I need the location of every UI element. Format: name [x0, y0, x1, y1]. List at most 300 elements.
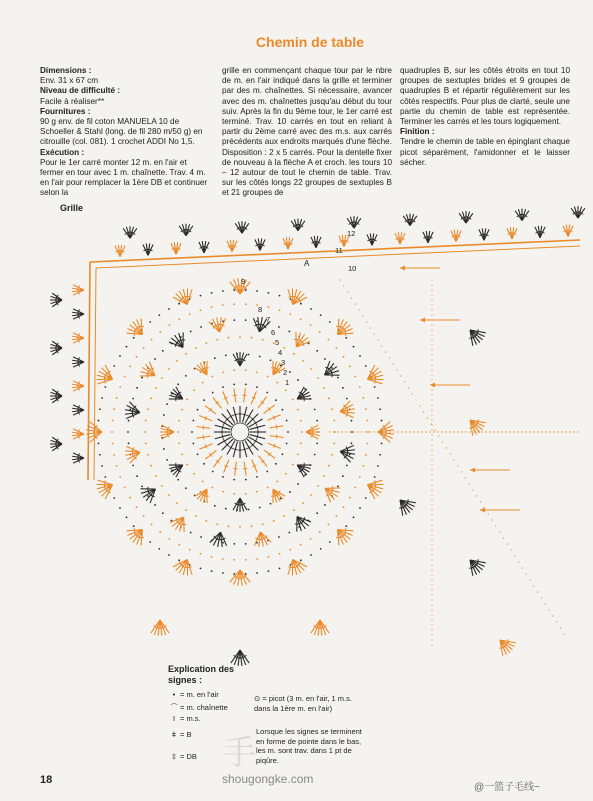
stitch-bar — [104, 480, 105, 484]
chain-dot — [216, 339, 218, 341]
round-label-2: 2 — [283, 368, 288, 377]
chain-dot — [190, 532, 192, 534]
chain-dot — [222, 491, 224, 493]
chain-dot — [316, 350, 318, 352]
chain-dot — [369, 431, 370, 432]
chain-dot — [214, 505, 216, 507]
stitch-bar — [222, 425, 223, 429]
chain-dot — [297, 379, 299, 381]
chain-dot — [297, 453, 299, 455]
arrow-head-icon — [470, 468, 475, 473]
border-left — [88, 262, 90, 480]
watermark-site: shougongke.com — [222, 772, 314, 786]
chain-dot — [526, 573, 527, 574]
stitch-bar — [242, 395, 246, 396]
chain-dot — [419, 405, 420, 406]
chain-dot — [178, 559, 180, 561]
chain-dot — [317, 485, 319, 487]
chain-dot — [266, 392, 268, 394]
chain-dot — [197, 409, 199, 411]
chain-dot — [200, 536, 202, 538]
chain-dot — [111, 431, 113, 433]
chain-dot — [431, 429, 432, 430]
chain-dot — [197, 453, 199, 455]
chain-dot — [431, 339, 432, 340]
chain-dot — [300, 420, 302, 422]
chain-dot — [381, 443, 383, 445]
chain-dot — [178, 318, 180, 320]
chain-dot — [202, 481, 204, 483]
chain-dot — [333, 431, 334, 432]
execution-value: Pour le 1er carré monter 12 m. en l'air et fermer en tour avec 1 m. chaînette. Trav. 4 m. en l'air pour remplacer la 1ère DB et continuer selon la — [40, 157, 208, 198]
chain-dot — [245, 303, 247, 305]
chain-dot — [177, 431, 179, 433]
chain-dot — [373, 431, 374, 432]
chain-dot — [124, 487, 126, 489]
chain-dot — [314, 454, 316, 456]
chain-dot — [245, 383, 247, 385]
chain-dot — [222, 542, 224, 544]
chain-dot — [161, 377, 163, 379]
chain-dot — [268, 292, 270, 294]
chain-dot — [136, 506, 138, 508]
chain-dot — [401, 431, 402, 432]
legend-text-db: = DB — [180, 752, 197, 761]
chain-dot — [497, 431, 498, 432]
chain-dot — [525, 431, 526, 432]
chain-dot — [99, 408, 101, 410]
chain-dot — [431, 554, 432, 555]
chain-dot — [239, 336, 241, 338]
chain-dot — [431, 609, 432, 610]
centre-ring — [231, 423, 249, 441]
round-label-3: 3 — [281, 358, 286, 367]
chain-dot — [278, 326, 280, 328]
chain-dot — [433, 431, 434, 432]
chain-dot — [193, 473, 195, 475]
chain-dot — [337, 485, 339, 487]
chain-dot — [367, 420, 369, 422]
round-label-7: 7 — [266, 315, 271, 324]
dimensions-heading: Dimensions : — [40, 66, 92, 75]
chain-dot — [297, 483, 299, 485]
chain-dot — [270, 359, 272, 361]
chain-dot — [431, 394, 432, 395]
legend-text-picot: = picot (3 m. en l'air, 1 m.s. dans la 1ère m. en l'air) — [254, 694, 352, 713]
chain-dot — [228, 337, 230, 339]
chain-dot — [192, 443, 194, 445]
chain-dot — [431, 444, 432, 445]
chain-dot — [119, 386, 121, 388]
chain-dot — [233, 289, 235, 291]
chain-dot — [158, 548, 160, 550]
chain-dot — [393, 431, 394, 432]
round-label-12: 12 — [347, 229, 356, 238]
chain-dot — [136, 387, 138, 389]
chain-dot — [256, 572, 258, 574]
chain-dot — [434, 429, 435, 430]
chain-dot — [116, 397, 118, 399]
chain-dot — [431, 569, 432, 570]
chain-dot — [275, 399, 277, 401]
chain-dot — [431, 634, 432, 635]
chain-dot — [151, 524, 153, 526]
chain-dot — [317, 377, 319, 379]
chain-dot — [292, 398, 294, 400]
chain-dot — [545, 431, 546, 432]
chain-dot — [256, 320, 258, 322]
chain-dot — [365, 497, 367, 499]
chain-dot — [564, 633, 565, 634]
chain-dot — [119, 355, 121, 357]
chain-dot — [288, 532, 290, 534]
chain-dot — [359, 355, 361, 357]
chain-dot — [505, 431, 506, 432]
double-treble-icon: ‡ — [171, 752, 177, 761]
chain-dot — [162, 350, 164, 352]
chain-dot — [145, 443, 147, 445]
chain-dot — [533, 431, 534, 432]
chain-dot — [99, 454, 101, 456]
stitch-bar — [276, 434, 277, 438]
chain-dot — [256, 386, 258, 388]
chain-dot — [319, 331, 321, 333]
chain-dot — [537, 591, 538, 592]
chain-dot — [300, 303, 302, 305]
page-title: Chemin de table — [255, 34, 365, 50]
chain-dot — [437, 431, 438, 432]
chain-dot — [144, 431, 146, 433]
chain-dot — [389, 357, 390, 358]
chain-dot — [431, 419, 432, 420]
chain-dot — [431, 629, 432, 630]
stitch-bar — [243, 414, 247, 415]
chain-dot — [366, 321, 367, 322]
chain-dot — [345, 431, 346, 432]
chain-dot — [431, 279, 432, 280]
chain-dot — [431, 514, 432, 515]
chain-dot — [381, 431, 382, 432]
chain-dot — [316, 442, 318, 444]
chain-dot — [560, 627, 561, 628]
chain-dot — [461, 431, 462, 432]
chain-dot — [282, 409, 284, 411]
chain-dot — [431, 489, 432, 490]
chain-dot — [276, 382, 278, 384]
chain-dot — [314, 409, 316, 411]
chain-dot — [150, 397, 152, 399]
chain-dot — [481, 431, 482, 432]
chain-dot — [119, 507, 121, 509]
chain-dot — [431, 404, 432, 405]
chain-dot — [150, 465, 152, 467]
chain-dot — [191, 431, 193, 433]
chain-dot — [245, 479, 247, 481]
chain-dot — [431, 334, 432, 335]
chain-dot — [147, 495, 149, 497]
legend-text-slip: = m. chaînette — [180, 703, 228, 712]
chain-dot — [423, 411, 424, 412]
chain-dot — [245, 543, 247, 545]
stitch-bar — [233, 395, 237, 396]
chain-dot — [203, 399, 205, 401]
chain-dot — [279, 309, 281, 311]
chain-dot — [370, 327, 371, 328]
chain-dot — [190, 331, 192, 333]
stitch-bar — [243, 449, 247, 450]
chain-dot — [431, 354, 432, 355]
chain-dot — [425, 431, 426, 432]
chain-dot — [431, 559, 432, 560]
chain-dot — [289, 371, 291, 373]
chain-dot — [362, 397, 364, 399]
chain-dot — [292, 464, 294, 466]
chain-dot — [450, 453, 451, 454]
chain-dot — [222, 572, 224, 574]
chain-dot — [222, 290, 224, 292]
stitch-bar — [233, 468, 237, 469]
chain-dot — [286, 420, 288, 422]
chain-dot — [431, 304, 432, 305]
chain-dot — [431, 389, 432, 390]
instructions-continued: quadruples B, sur les côtés étroits en tout 10 groupes de sextuples brides et 9 groupes de quadruples B et répartir régulièrement sur les côtés respectifs. Pour plus de clarté, seule une partie du chemin de table est représentée. Terminer les carrés et les tours logiquement. — [400, 66, 570, 127]
chain-dot — [431, 309, 432, 310]
chain-dot — [233, 369, 235, 371]
chain-dot — [147, 408, 149, 410]
chain-dot — [316, 512, 318, 514]
chain-dot — [256, 558, 258, 560]
chain-dot — [177, 479, 179, 481]
chain-dot — [133, 525, 135, 527]
chain-dot — [203, 463, 205, 465]
chain-dot — [342, 475, 344, 477]
round-label-6: 6 — [271, 328, 276, 337]
chain-dot — [431, 459, 432, 460]
chain-dot — [359, 476, 361, 478]
chain-dot — [233, 383, 235, 385]
chain-dot — [163, 414, 165, 416]
chain-dot — [514, 555, 515, 556]
chain-dot — [485, 431, 486, 432]
chain-dot — [129, 497, 131, 499]
chain-dot — [149, 321, 151, 323]
legend-item-slip — [168, 702, 228, 713]
chain-dot — [431, 599, 432, 600]
legend-item-db — [168, 752, 197, 761]
chain-dot — [256, 290, 258, 292]
chain-dot — [353, 516, 355, 518]
chain-dot — [275, 463, 277, 465]
chain-dot — [529, 579, 530, 580]
chain-dot — [351, 420, 353, 422]
chain-dot — [431, 639, 432, 640]
chain-dot — [136, 356, 138, 358]
chain-dot — [573, 431, 574, 432]
chain-dot — [365, 408, 367, 410]
chain-dot — [557, 431, 558, 432]
chain-dot — [457, 465, 458, 466]
chain-dot — [300, 544, 302, 546]
chain-dot — [431, 374, 432, 375]
chain-dot — [297, 409, 299, 411]
chain-dot — [365, 431, 366, 432]
chain-dot — [233, 493, 235, 495]
arrow-head-icon — [400, 266, 405, 271]
chain-dot — [549, 431, 550, 432]
chain-dot — [431, 329, 432, 330]
chain-dot — [176, 502, 178, 504]
chain-dot — [431, 299, 432, 300]
round-label-4: 4 — [278, 348, 283, 357]
chain-dot — [178, 442, 180, 444]
chain-dot — [337, 431, 338, 432]
chain-dot — [331, 408, 333, 410]
chain-dot — [353, 346, 355, 348]
chain-dot — [128, 442, 130, 444]
chain-dot — [256, 371, 258, 373]
chain-dot — [556, 621, 557, 622]
chain-dot — [245, 319, 247, 321]
round-label-8: 8 — [258, 305, 263, 314]
chain-dot — [385, 431, 386, 432]
chain-dot — [457, 431, 458, 432]
chain-dot — [133, 337, 135, 339]
chain-dot — [431, 399, 432, 400]
stitch-bar — [399, 507, 403, 508]
legend-item-b — [168, 730, 191, 739]
slip-stitch-icon: ⌒ — [170, 703, 178, 712]
chain-dot — [381, 345, 382, 346]
chain-dot — [211, 292, 213, 294]
chain-dot — [282, 453, 284, 455]
chain-dot — [129, 365, 131, 367]
chain-dot — [195, 515, 197, 517]
chain-dot — [431, 434, 432, 435]
instructions-text: grille en commençant chaque tour par le nbre de m. en l'air indiqué dans la grille et terminer par des m. chaînettes. Si nécessaire, avancer avec des m. chaînettes jusqu'au début du tour suiv. Après la fin du 9ème tour, le 1er carré est terminé. Trav. 10 carrés en tout en reliant à partir du 2ème carré avec des m.s. aux carrés précédents aux endroits marqués d'une flèche. Disposition : 2 x 5 carrés. Pour la dentelle fixer de nouveau à la flèche A et croch. les tours 10 – 12 autour de tout le chemin de table. Trav. sur les côtés longs 22 groupes de sextuples B et 21 groupes de — [222, 66, 392, 198]
chain-dot — [465, 477, 466, 478]
chain-dot — [251, 337, 253, 339]
chain-dot — [329, 431, 330, 432]
chain-dot — [431, 284, 432, 285]
chain-dot — [176, 360, 178, 362]
chain-dot — [162, 512, 164, 514]
chain-dot — [185, 509, 187, 511]
stitch-bar — [276, 425, 277, 429]
chain-dot — [361, 431, 362, 432]
chain-dot — [499, 531, 500, 532]
chain-dot — [510, 549, 511, 550]
chain-dot — [262, 523, 264, 525]
chain-dot — [331, 367, 333, 369]
round-label-5: 5 — [275, 338, 280, 347]
chain-dot — [552, 615, 553, 616]
chain-dot — [225, 354, 227, 356]
chain-dot — [320, 314, 322, 316]
chain-dot — [256, 491, 258, 493]
legend-item-sc — [168, 714, 201, 723]
round-label-1: 1 — [285, 378, 290, 387]
chain-dot — [310, 368, 312, 370]
chain-dot — [168, 494, 170, 496]
chain-dot — [521, 431, 522, 432]
chain-dot — [310, 324, 312, 326]
chain-dot — [349, 365, 351, 367]
chain-dot — [328, 397, 330, 399]
finishing-heading: Finition : — [400, 127, 435, 137]
chain-dot — [126, 346, 128, 348]
chain-dot — [522, 567, 523, 568]
chain-dot — [119, 476, 121, 478]
chain-dot — [143, 347, 145, 349]
chain-dot — [222, 304, 224, 306]
chain-dot — [431, 589, 432, 590]
chain-dot — [431, 464, 432, 465]
chain-dot — [431, 324, 432, 325]
chain-dot — [342, 387, 344, 389]
stitch-bar — [233, 414, 237, 415]
stitch-bar — [233, 449, 237, 450]
chain-dot — [128, 420, 130, 422]
chain-dot — [310, 554, 312, 556]
chain-dot — [320, 548, 322, 550]
chain-dot — [256, 476, 258, 478]
chain-dot — [151, 339, 153, 341]
chain-dot — [349, 497, 351, 499]
chain-dot — [362, 465, 364, 467]
chain-dot — [212, 471, 214, 473]
chain-dot — [185, 353, 187, 355]
chain-dot — [304, 474, 306, 476]
chain-dot — [431, 414, 432, 415]
chain-dot — [343, 506, 345, 508]
chain-dot — [222, 371, 224, 373]
chain-dot — [186, 398, 188, 400]
chain-dot — [159, 331, 161, 333]
chain-dot — [445, 431, 446, 432]
chain-dot — [517, 431, 518, 432]
chain-dot — [205, 520, 207, 522]
chain-dot — [345, 525, 347, 527]
chain-dot — [561, 431, 562, 432]
chain-dot — [577, 431, 578, 432]
chain-dot — [367, 443, 369, 445]
chain-dot — [319, 531, 321, 533]
chain-dot — [195, 347, 197, 349]
chain-dot — [169, 324, 171, 326]
stitch-bar — [257, 435, 258, 439]
watermark-char: 手 — [222, 733, 256, 773]
supplies-heading: Fournitures : — [40, 106, 91, 116]
chain-dot — [469, 483, 470, 484]
chain-dot — [126, 516, 128, 518]
chain-dot — [98, 443, 100, 445]
chain-dot — [509, 431, 510, 432]
chain-dot — [537, 431, 538, 432]
chain-dot — [202, 382, 204, 384]
chain-dot — [461, 471, 462, 472]
chain-dot — [222, 476, 224, 478]
chain-dot — [268, 556, 270, 558]
chain-dot — [149, 541, 151, 543]
chain-dot — [480, 501, 481, 502]
chain-dot — [189, 313, 191, 315]
chain-dot — [283, 347, 285, 349]
chain-dot — [248, 354, 250, 356]
stitch-bar — [203, 435, 204, 439]
chain-dot — [169, 538, 171, 540]
chain-dot — [324, 358, 326, 360]
chain-symbol-icon: • — [172, 690, 176, 699]
